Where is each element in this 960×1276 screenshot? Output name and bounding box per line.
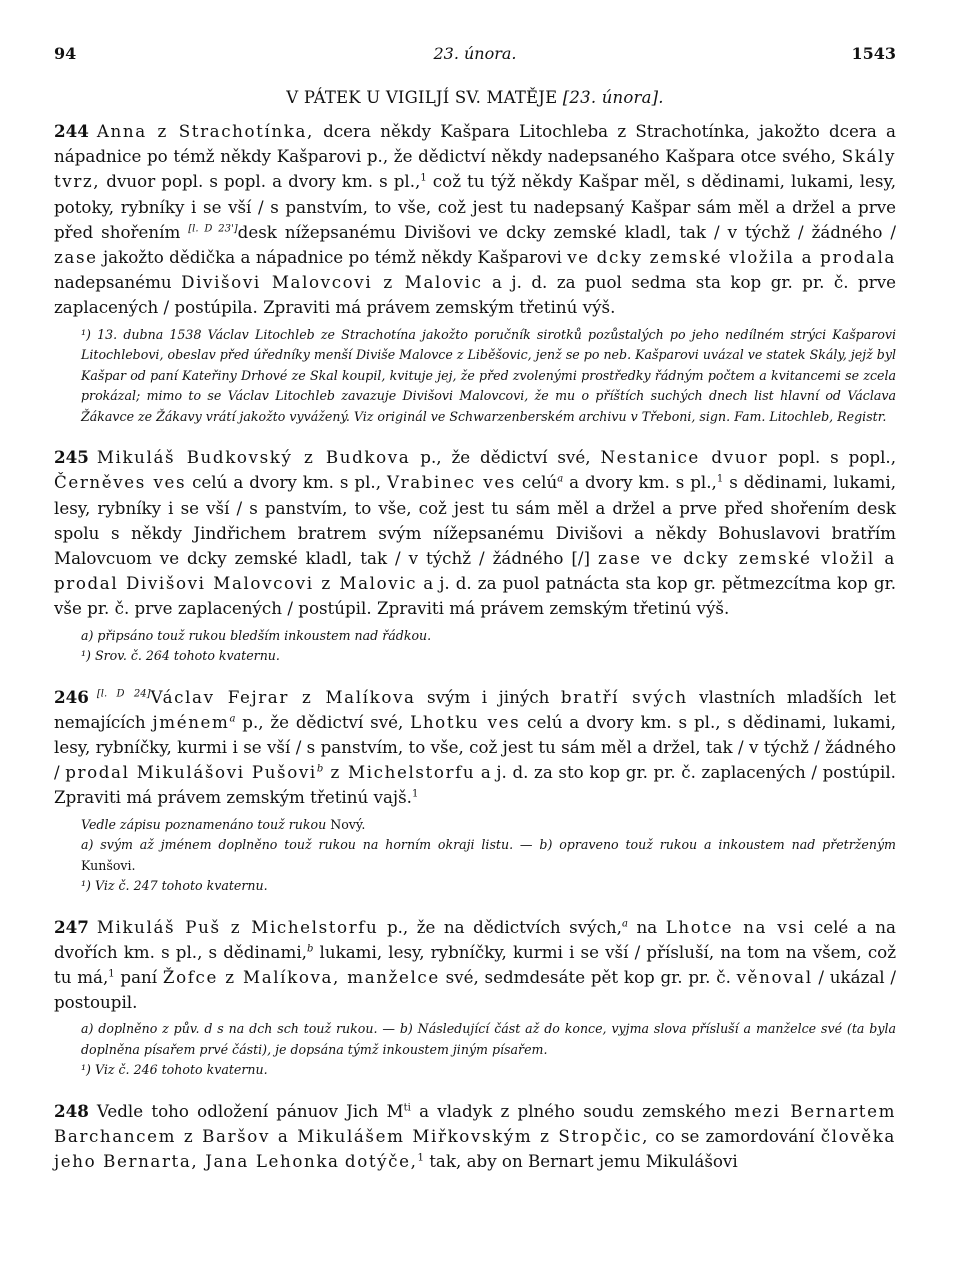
- section-title-date: [23. února].: [562, 88, 664, 107]
- entry-text: desk nížepsanému Divišovi ve dcky zemské kladl, tak / v týchž / žádného /: [237, 221, 896, 242]
- header-year: 1543: [851, 44, 896, 63]
- spaced-text: věnoval: [736, 966, 813, 987]
- entry-text: Vedle toho odložení pánuov Jich M: [96, 1100, 404, 1121]
- entry-text: a dvory km. s pl.,: [563, 472, 717, 493]
- entry-place: Vrabinec ves: [386, 472, 516, 493]
- entry-party: Mikuláš Puš z Michelstorfu: [96, 916, 379, 937]
- spaced-text: prodal Mikulášovi Pušovi: [65, 762, 317, 783]
- entry-text: na: [627, 916, 666, 937]
- entry-text: / ukázal / postoupil.: [54, 966, 897, 1013]
- entry-number: 247: [54, 916, 89, 937]
- footnote: [54, 815, 896, 836]
- entry-place: Černěves ves: [54, 472, 187, 493]
- footnote-ref: 1: [716, 473, 724, 485]
- entry-text: p., že na dědictvích svých,: [378, 916, 622, 937]
- footnote-ref: b: [316, 763, 324, 775]
- entry-number: 246: [54, 686, 89, 707]
- entry-text: celú a dvory km. s pl.,: [186, 472, 387, 493]
- section-title-main: V PÁTEK U VIGILJÍ SV. MATĚJE: [286, 88, 558, 107]
- spaced-text: Divišovi Malovcovi z Malovic: [181, 272, 483, 293]
- entry-place: Lhotce na vsi: [665, 916, 806, 937]
- entry-number: 248: [54, 1100, 89, 1121]
- spaced-text: jménem: [152, 711, 230, 732]
- entry-244: [54, 119, 896, 321]
- entry-number: 245: [54, 447, 89, 468]
- entry-text: dvuor popl. s popl. a dvory km. s pl.,: [100, 171, 421, 192]
- footnote-ref: 1: [411, 788, 419, 800]
- spaced-text: z Michelstorfu: [323, 762, 476, 783]
- entry-text: p., že dědictví své,: [410, 447, 601, 468]
- entry-245: [54, 445, 896, 621]
- entry-text: svým i jiných: [415, 686, 561, 707]
- note-text: Kunšovi.: [81, 857, 136, 873]
- entry-party: Anna z Strachotínka,: [96, 121, 314, 141]
- entry-number: 244: [54, 121, 89, 141]
- entry-248: [54, 1099, 896, 1175]
- entry-text: dcera někdy Kašpara Litochleba z Strachotínka, jakožto dcera a nápadnice po témž někdy Kašparovi p., že dědictví někdy nadepsaného Kašpara otce svého,: [54, 121, 896, 167]
- spaced-text: zase ve dcky zemské vložil a prodal Divišovi Malovcovi z Malovic: [54, 547, 896, 594]
- footnotes-247: [54, 1019, 896, 1081]
- footnote: ¹) Viz č. 247 tohoto kvaternu.: [81, 878, 268, 894]
- footnote: a) doplněno z pův. d s na dch sch touž rukou. — b) Následující část až do konce, vyjma slova přísluší a manželce své (ta byla doplněna písařem prvé části), je dopsána týmž inkoustem jiným písařem.: [81, 1021, 896, 1057]
- entry-text: s dědinami, lukami, lesy, rybníky i se vší / s panstvím, to vše, což jest tu sám měl a držel a prve před shořením desk spolu s někdy Jindřichem bratrem svým nížepsanému Divišovi a někdy Bohuslavovi bratřím Malovcuom ve dcky zemské kladl, tak / v týchž / žádného [/]: [54, 472, 896, 568]
- spaced-text: dotýče,: [344, 1151, 418, 1172]
- header-date: 23. února.: [433, 44, 517, 63]
- entry-text: což tu týž někdy Kašpar měl, s dědinami, lukami, lesy, potoky, rybníky i se vší / s panstvím, to vše, což jest tu nadepsaný Kašpar sám měl a držel a prve před shořením: [54, 171, 896, 242]
- entry-place: Lhotku ves: [410, 711, 521, 732]
- margin-reference: [l. D 23']: [188, 223, 238, 235]
- note-text: Vedle zápisu poznamenáno touž rukou: [81, 816, 327, 832]
- entry-text: a j. d. za sto kop gr. pr. č. zaplacených / postúpil. Zpraviti má právem zemským třetinú vajš.: [54, 762, 896, 808]
- entry-party: Václav Fejrar z Malíkova: [150, 686, 416, 707]
- entry-247: [54, 915, 896, 1016]
- footnote-ref: 1: [420, 172, 427, 184]
- footnote-ref: a: [557, 473, 564, 485]
- entry-text: p., že dědictví své,: [235, 711, 411, 732]
- entry-text: vlastních mladších let nemajících: [54, 686, 897, 732]
- entry-text: a vladyk z plného soudu zemského: [410, 1100, 735, 1121]
- section-title: [54, 88, 896, 107]
- footnote: [54, 835, 896, 876]
- entry-text: a j. d. za puol patnácta sta kop gr. pětmezcítma kop gr. vše pr. č. prve zaplacených / postúpil. Zpraviti má právem zemským třetinú výš.: [54, 573, 896, 619]
- entry-text: popl. s popl.,: [768, 447, 897, 468]
- entry-246: [54, 685, 896, 811]
- spaced-text: bratří svých: [560, 686, 688, 707]
- entry-text: celé a na dvořích km. s pl., s dědinami,: [54, 916, 896, 962]
- spaced-text: člověka jeho Bernarta, Jana Lehonka: [54, 1126, 896, 1172]
- entry-text: paní: [114, 966, 163, 987]
- entry-text: nadepsanému: [54, 272, 182, 293]
- running-header: [54, 44, 896, 74]
- footnotes-246: [54, 815, 896, 897]
- entry-text: jakožto dědička a nápadnice po témž někdy Kašparovi: [97, 247, 568, 268]
- entry-text: co se zamordování: [649, 1126, 821, 1147]
- entry-text: lukami, lesy, rybníčky, kurmi i se vší / přísluší, na tom na všem, což tu má,: [54, 941, 896, 987]
- spaced-text: mezi Bernartem Barchancem z Baršov a Mikulášem Miřkovským z Stropčic,: [54, 1100, 897, 1147]
- footnote-ref: a: [229, 713, 236, 725]
- spaced-text: Žofce z Malíkova, manželce: [162, 966, 440, 987]
- footnote-ref: a: [621, 918, 628, 929]
- entry-party: Mikuláš Budkovský z Budkova: [96, 447, 411, 468]
- document-page: [54, 44, 896, 1174]
- entry-text: a j. d. za puol sedma sta kop gr. pr. č. prve zaplacených / postúpila. Zpraviti má právem zemským třetinú výš.: [54, 272, 896, 318]
- superscript: ti: [403, 1102, 411, 1114]
- footnote-ref: 1: [417, 1152, 424, 1164]
- spaced-text: ve dcky zemské vložila a prodala: [567, 247, 896, 268]
- footnote-ref: 1: [108, 968, 115, 980]
- footnote: a) připsáno touž rukou bledším inkoustem nad řádkou.: [81, 627, 432, 643]
- footnote: ¹) Srov. č. 264 tohoto kvaternu.: [81, 648, 280, 664]
- entry-text: celú a dvory km. s pl., s dědinami, lukami, lesy, rybníčky, kurmi i se vší / s panstvím, to vše, což jest tu sám měl a držel, tak / v týchž / žádného /: [54, 711, 896, 783]
- note-text: a) svým až jménem doplněno touž rukou na horním okraji listu. — b) opraveno touž rukou a inkoustem nad přetrženým: [81, 837, 896, 853]
- footnotes-245: [54, 626, 896, 667]
- footnote-ref: b: [306, 943, 314, 955]
- spaced-text: zase: [54, 247, 98, 268]
- entry-text: celú: [515, 472, 558, 493]
- entry-place: Skály tvrz,: [54, 146, 896, 192]
- entry-text: své, sedmdesáte pět kop gr. pr. č.: [439, 966, 737, 987]
- footnote: ¹) Viz č. 246 tohoto kvaternu.: [81, 1062, 268, 1078]
- page-number: 94: [54, 44, 77, 63]
- footnote: ¹) 13. dubna 1538 Václav Litochleb ze Strachotína jakožto poručník sirotků pozůstalých po jeho nedílném strýci Kašparovi Litochlebovi, obeslav před úředníky menší Diviše Malovce z Liběšovic, jenž se po neb. Kašparovi uvázal ve statek Skály, jejž byl Kašpar od paní Kateřiny Drhové ze Skal koupil, kvituje jej, že před zvolenými prostředky řádným počtem a kvitancemi se zcela prokázal; mimo to se Václav Litochleb zavazuje Divišovi Malovcovi, že mu o příštích suchých dnech list hlavní od Václava Žákavce ze Žákavy vrátí jakožto vyvážený. Viz originál ve Schwarzenberském archivu v Třeboni, sign. Fam. Litochleb, Registr.: [81, 326, 896, 424]
- entry-text: tak, aby on Bernart jemu Mikulášovi: [423, 1151, 738, 1172]
- note-text: Nový.: [326, 816, 366, 832]
- footnotes-244: [54, 325, 896, 428]
- entry-place: Nestanice dvuor: [600, 447, 769, 468]
- margin-reference: [l. D 24]: [96, 687, 151, 699]
